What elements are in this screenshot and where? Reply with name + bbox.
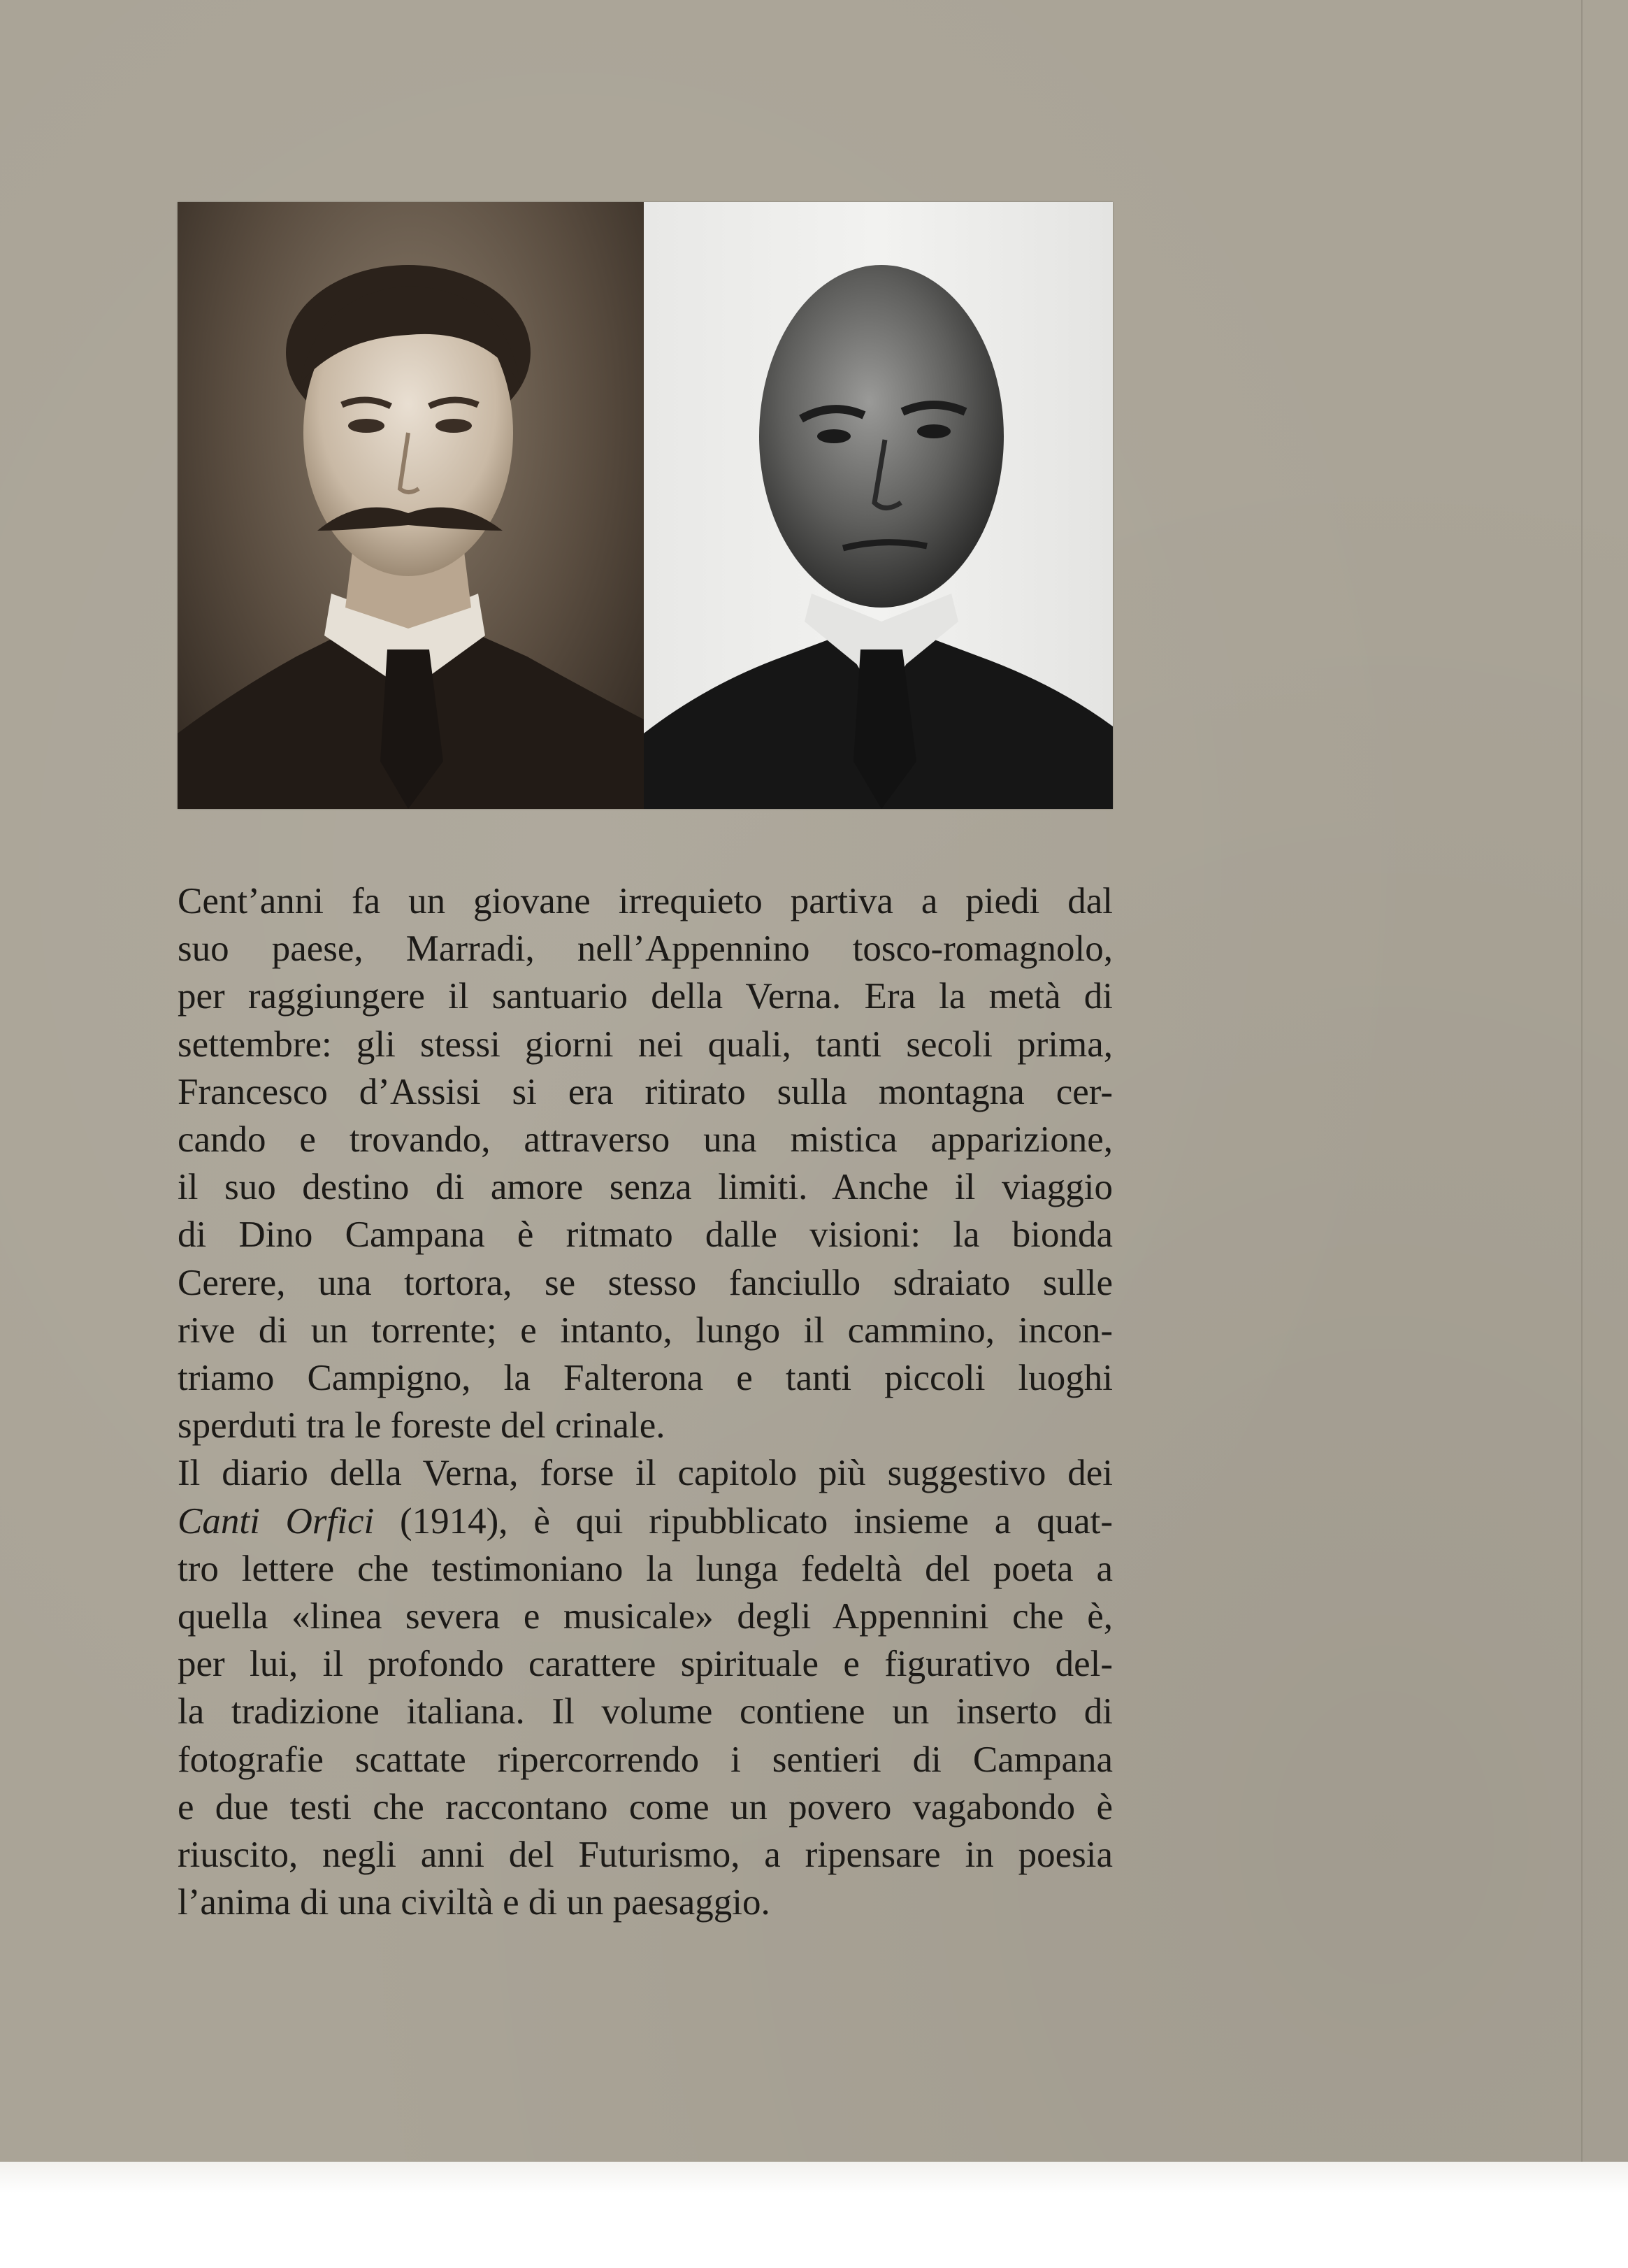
portrait-photo-right	[644, 202, 1113, 809]
portrait-photo-mustached-young-man-icon	[178, 202, 644, 809]
blurb-line: suo paese, Marradi, nell’Appennino tosco-romagnolo,	[178, 928, 1113, 970]
back-cover-blurb	[178, 877, 1113, 1926]
blurb-line: di Dino Campana è ritmato dalle visioni: la bionda	[178, 1214, 1113, 1256]
blurb-line: riuscito, negli anni del Futurismo, a ripensare in poesia	[178, 1835, 1113, 1876]
blurb-paragraph-1	[178, 877, 1113, 1449]
blurb-line: Cent’anni fa un giovane irrequieto partiva a piedi dal	[178, 881, 1113, 921]
blurb-line: fotografie scattate ripercorrendo i sentieri di Campana	[178, 1739, 1113, 1780]
portrait-photo-bald-man-icon	[644, 202, 1113, 809]
blurb-line: triamo Campigno, la Falterona e tanti piccoli luoghi	[178, 1358, 1113, 1399]
blurb-line: Il diario della Verna, forse il capitolo più suggestivo dei	[178, 1453, 1113, 1494]
blurb-line: sperduti tra le foreste del crinale.	[178, 1405, 665, 1447]
blurb-line: per lui, il profondo carattere spirituale e figurativo del-	[178, 1644, 1113, 1685]
blurb-line: quella «linea severa e musicale» degli Appennini che è,	[178, 1596, 1113, 1637]
blurb-line: Cerere, una tortora, se stesso fanciullo sdraiato sulle	[178, 1262, 1113, 1303]
photo-pair	[178, 202, 1113, 809]
portrait-photo-left	[178, 202, 644, 809]
blurb-line: Francesco d’Assisi si era ritirato sulla montagna cer-	[178, 1071, 1113, 1112]
blurb-line: la tradizione italiana. Il volume contiene un inserto di	[178, 1691, 1113, 1732]
scan-bottom-margin	[0, 2162, 1628, 2268]
blurb-line: cando e trovando, attraverso una mistica apparizione,	[178, 1119, 1113, 1161]
blurb-line: e due testi che raccontano come un povero vagabondo è	[178, 1786, 1113, 1828]
blurb-line: tro lettere che testimoniano la lunga fedeltà del poeta a	[178, 1548, 1113, 1589]
blurb-text: (1914), è qui ripubblicato insieme a quat-	[374, 1500, 1113, 1542]
blurb-line	[178, 1498, 1113, 1545]
blurb-line: rive di un torrente; e intanto, lungo il cammino, incon-	[178, 1309, 1113, 1351]
cover-edge	[1581, 0, 1583, 2162]
blurb-line: l’anima di una civiltà e di un paesaggio.	[178, 1882, 770, 1923]
blurb-line: settembre: gli stessi giorni nei quali, tanti secoli prima,	[178, 1024, 1113, 1065]
book-title: Canti Orfici	[178, 1500, 375, 1542]
blurb-line: il suo destino di amore senza limiti. Anche il viaggio	[178, 1167, 1113, 1208]
blurb-paragraph-2	[178, 1449, 1113, 1926]
blurb-line: per raggiungere il santuario della Verna. Era la metà di	[178, 976, 1113, 1017]
